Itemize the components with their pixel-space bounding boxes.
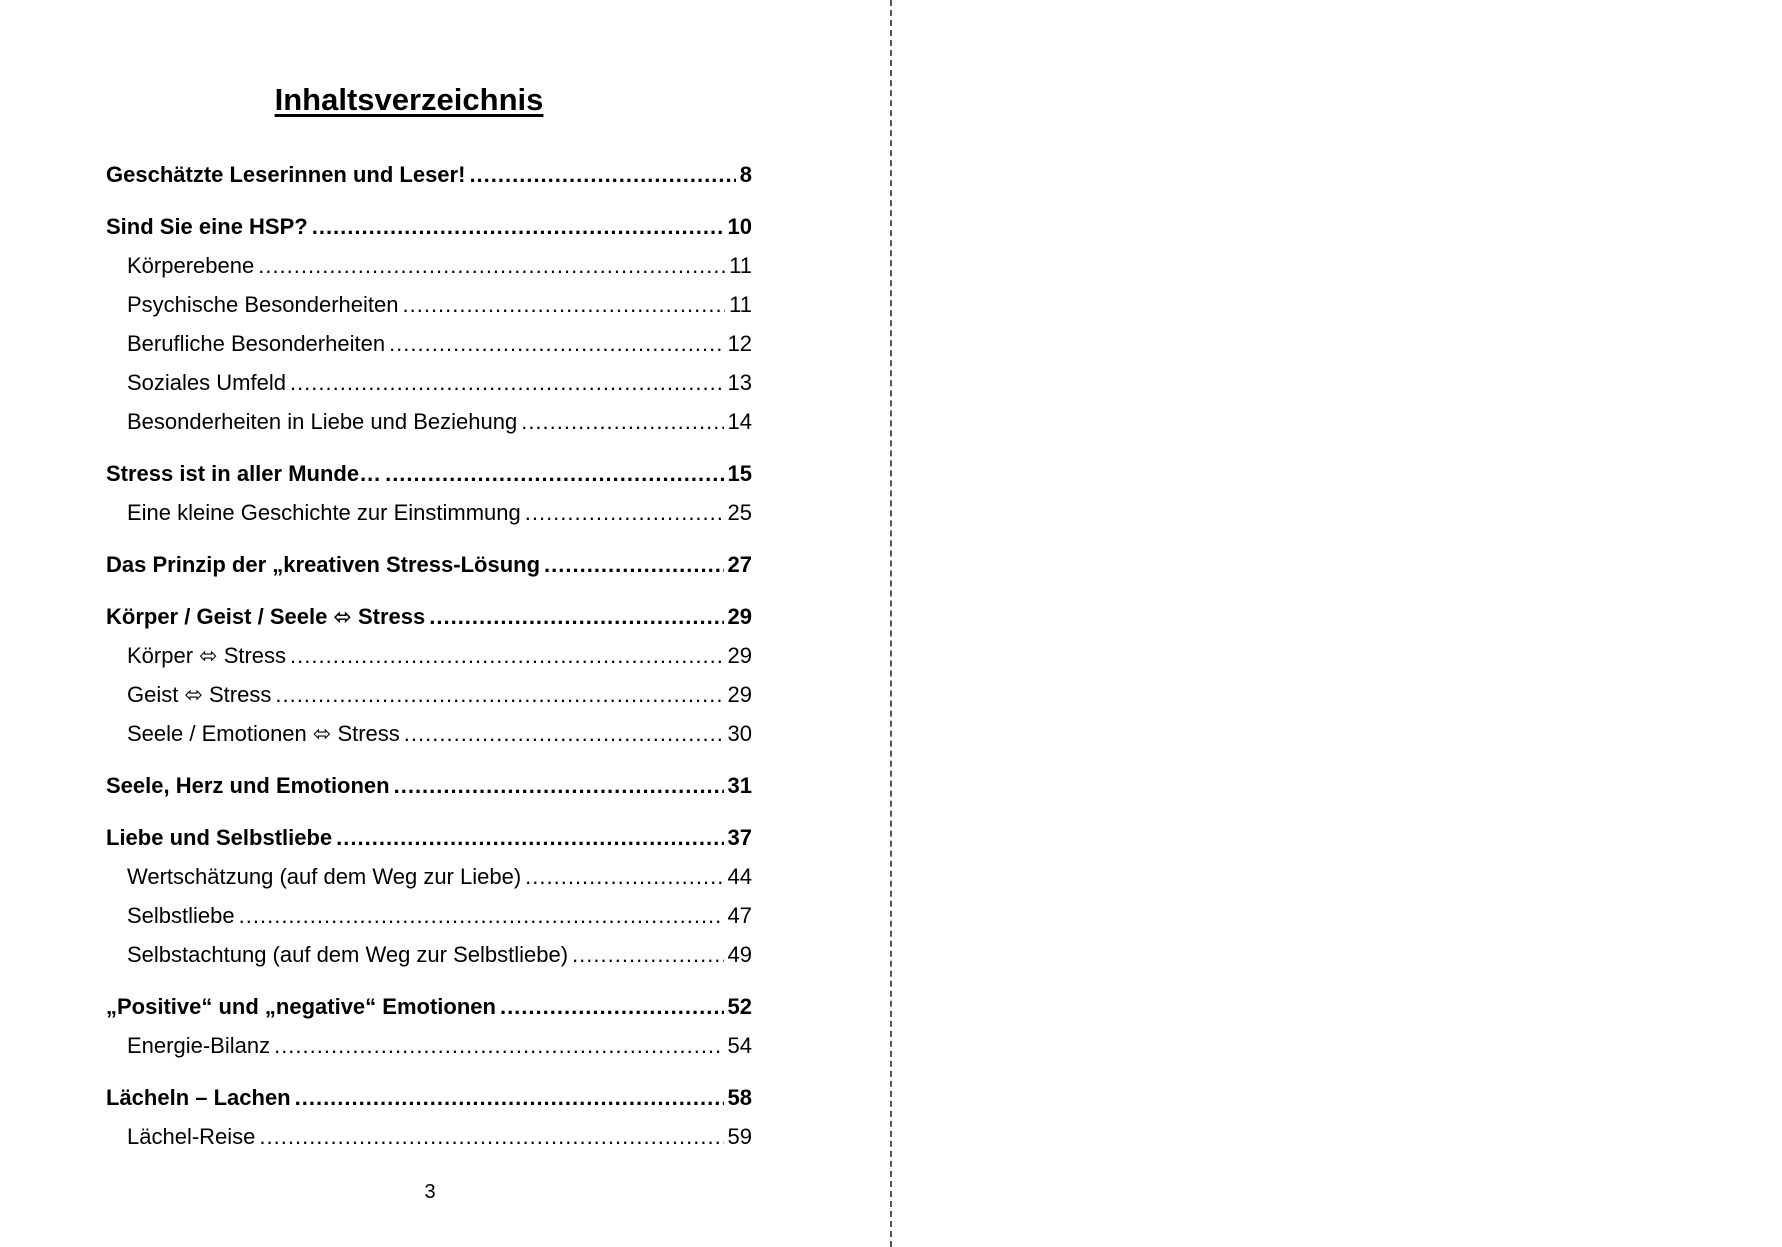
toc-entry-title: Seele, Herz und Emotionen xyxy=(106,773,390,798)
toc-entry-page: 13 xyxy=(727,370,752,395)
toc-entry-title: Das Prinzip der „kreativen Stress-Lösung xyxy=(106,552,541,577)
toc-entry-title: Körper / Geist / Seele ⬄ Stress xyxy=(106,604,426,629)
toc-chapter-entry[interactable] xyxy=(106,818,752,857)
toc-entry-title: Soziales Umfeld xyxy=(127,370,286,395)
toc-entry-page: 37 xyxy=(727,825,752,850)
dot-leader xyxy=(500,987,724,1026)
toc-entry-title: Eine kleine Geschichte zur Einstimmung xyxy=(127,500,521,525)
toc-entry-title: Liebe und Selbstliebe xyxy=(106,825,333,850)
toc-chapter-entry[interactable] xyxy=(106,1078,752,1117)
dot-leader xyxy=(429,597,723,636)
toc-entry-title: Geist ⬄ Stress xyxy=(127,682,272,707)
toc-entry-title: Selbstliebe xyxy=(127,903,235,928)
toc-subsection-entry[interactable] xyxy=(106,324,752,363)
toc-entry-page: 52 xyxy=(727,994,752,1019)
toc-entry-page: 47 xyxy=(727,903,752,928)
toc-entry-page: 8 xyxy=(739,162,752,187)
toc-chapter-entry[interactable] xyxy=(106,207,752,246)
toc-entry-page: 31 xyxy=(727,773,752,798)
dot-leader xyxy=(312,207,724,246)
toc-entry-title: Psychische Besonderheiten xyxy=(127,292,399,317)
toc-entry-title: Besonderheiten in Liebe und Beziehung xyxy=(127,409,518,434)
toc-entry-page: 29 xyxy=(727,604,752,629)
toc-subsection-entry[interactable] xyxy=(106,246,752,285)
toc-entry-title: Wertschätzung (auf dem Weg zur Liebe) xyxy=(127,864,522,889)
toc-entry-page: 30 xyxy=(727,721,752,746)
dot-leader xyxy=(295,1078,724,1117)
dot-leader xyxy=(521,402,723,441)
toc-entry-page: 29 xyxy=(727,643,752,668)
toc-entry-page: 27 xyxy=(727,552,752,577)
toc-entry-title: Körperebene xyxy=(127,253,255,278)
toc-subsection-entry[interactable] xyxy=(106,1026,752,1065)
dot-leader xyxy=(404,714,724,753)
toc-entry-title: Lächeln – Lachen xyxy=(106,1085,291,1110)
dot-leader xyxy=(394,766,724,805)
toc-subsection-entry[interactable] xyxy=(106,714,752,753)
page-number: 3 xyxy=(424,1181,436,1203)
toc-chapter-entry[interactable] xyxy=(106,987,752,1026)
dot-leader xyxy=(572,935,723,974)
dot-leader xyxy=(403,285,726,324)
toc-chapter-entry[interactable] xyxy=(106,155,752,194)
toc-entry-page: 11 xyxy=(729,292,752,317)
toc-subsection-entry[interactable] xyxy=(106,896,752,935)
dot-leader xyxy=(469,155,735,194)
toc-heading: Inhaltsverzeichnis xyxy=(274,82,544,117)
dot-leader xyxy=(239,896,724,935)
toc-list-left xyxy=(106,155,752,1156)
toc-entry-page: 14 xyxy=(727,409,752,434)
dot-leader xyxy=(336,818,723,857)
toc-chapter-entry[interactable] xyxy=(106,454,752,493)
toc-chapter-entry[interactable] xyxy=(106,545,752,584)
toc-subsection-entry[interactable] xyxy=(106,363,752,402)
toc-subsection-entry[interactable] xyxy=(106,636,752,675)
dot-leader xyxy=(385,454,723,493)
dot-leader xyxy=(290,636,723,675)
toc-subsection-entry[interactable] xyxy=(106,285,752,324)
dot-leader xyxy=(544,545,723,584)
toc-entry-title: Stress ist in aller Munde… xyxy=(106,461,382,486)
toc-entry-page: 10 xyxy=(727,214,752,239)
toc-entry-title: Sind Sie eine HSP? xyxy=(106,214,308,239)
toc-chapter-entry[interactable] xyxy=(106,766,752,805)
toc-entry-title: Berufliche Besonderheiten xyxy=(127,331,386,356)
toc-entry-page: 12 xyxy=(727,331,752,356)
toc-entry-title: Geschätzte Leserinnen und Leser! xyxy=(106,162,466,187)
toc-entry-title: „Positive“ und „negative“ Emotionen xyxy=(106,994,496,1019)
toc-entry-title: Energie-Bilanz xyxy=(127,1033,271,1058)
toc-subsection-entry[interactable] xyxy=(106,857,752,896)
toc-subsection-entry[interactable] xyxy=(106,935,752,974)
toc-entry-page: 54 xyxy=(727,1033,752,1058)
dot-leader xyxy=(259,1117,723,1156)
dot-leader xyxy=(275,675,723,714)
dot-leader xyxy=(525,493,724,532)
toc-entry-page: 11 xyxy=(729,253,752,278)
toc-entry-title: Seele / Emotionen ⬄ Stress xyxy=(127,721,400,746)
toc-entry-title: Körper ⬄ Stress xyxy=(127,643,287,668)
toc-entry-page: 29 xyxy=(727,682,752,707)
dot-leader xyxy=(274,1026,723,1065)
toc-entry-title: Selbstachtung (auf dem Weg zur Selbstliebe) xyxy=(127,942,569,967)
toc-subsection-entry[interactable] xyxy=(106,402,752,441)
dot-leader xyxy=(389,324,723,363)
toc-subsection-entry[interactable] xyxy=(106,1117,752,1156)
toc-entry-page: 15 xyxy=(727,461,752,486)
toc-entry-page: 58 xyxy=(727,1085,752,1110)
toc-entry-title: Lächel-Reise xyxy=(127,1124,256,1149)
dot-leader xyxy=(525,857,723,896)
toc-entry-page: 44 xyxy=(727,864,752,889)
toc-entry-page: 49 xyxy=(727,942,752,967)
toc-subsection-entry[interactable] xyxy=(106,493,752,532)
dot-leader xyxy=(290,363,724,402)
toc-subsection-entry[interactable] xyxy=(106,675,752,714)
left-page xyxy=(0,0,890,1247)
toc-entry-page: 25 xyxy=(727,500,752,525)
toc-entry-page: 59 xyxy=(727,1124,752,1149)
toc-chapter-entry[interactable] xyxy=(106,597,752,636)
right-page xyxy=(891,0,1782,1247)
dot-leader xyxy=(258,246,725,285)
